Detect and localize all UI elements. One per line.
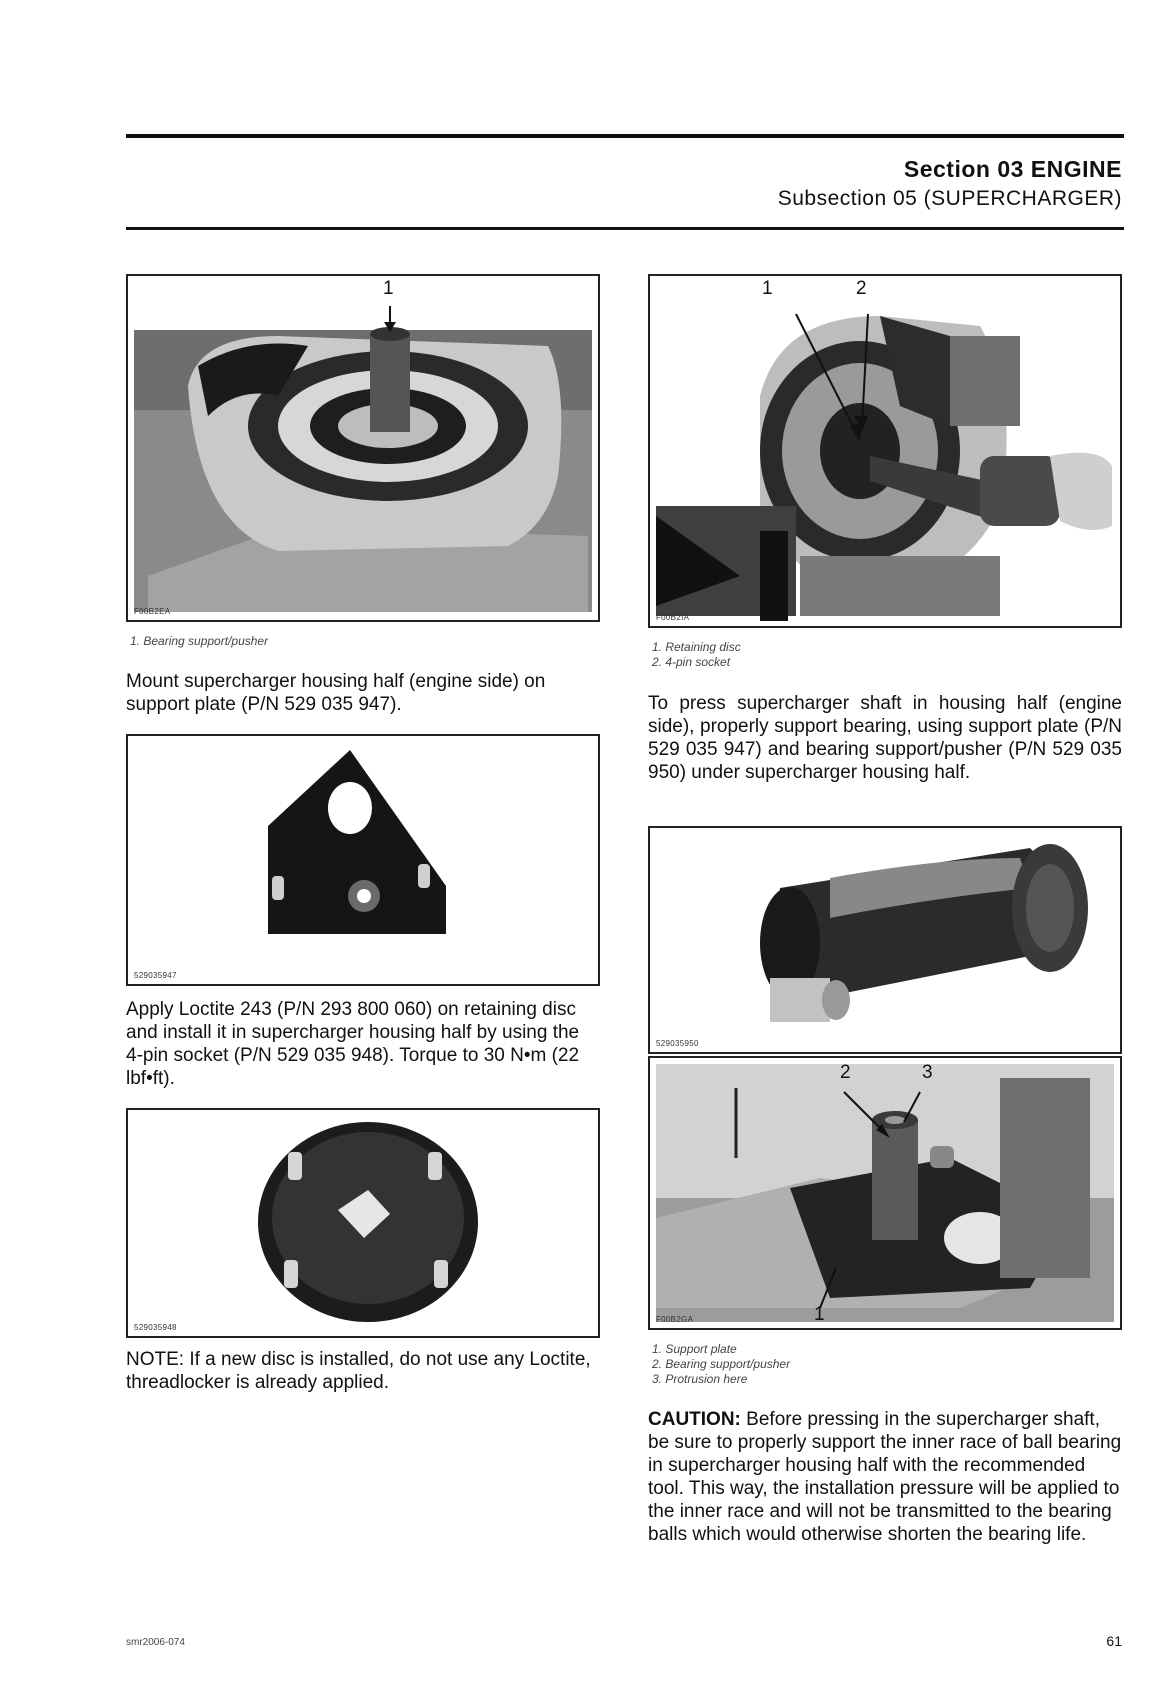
header-top-rule	[126, 134, 1124, 138]
retaining-disc-photo	[650, 276, 1120, 626]
caution-body: Before pressing in the supercharger shaft, be sure to properly support the inner race of ball bearing in supercharger housing half with the recommended tool. This way, the installation pressure will be applied to the inner race and will not be transmitted to the bearing balls which would otherwise shorten the bearing life.	[648, 1409, 1122, 1545]
caution-label: CAUTION:	[648, 1409, 741, 1430]
figure-code: 529035950	[656, 1039, 699, 1048]
callout-2: 2	[856, 278, 867, 299]
caption-item: 1. Support plate	[652, 1342, 737, 1356]
callout-1: 1	[383, 278, 394, 299]
four-pin-socket-photo	[128, 1110, 598, 1336]
figure-retaining-disc	[648, 274, 1122, 628]
caption-bearing-support	[130, 634, 268, 649]
caption-press-setup	[652, 1342, 790, 1387]
figure-code: F00B2IA	[656, 613, 690, 622]
figure-code: F00B2GA	[656, 1315, 694, 1324]
caution-paragraph	[648, 1408, 1122, 1546]
paragraph-mount: Mount supercharger housing half (engine side) on support plate (P/N 529 035 947).	[126, 671, 546, 715]
pusher-tool-photo	[650, 828, 1120, 1052]
caption-item: 1. Bearing support/pusher	[130, 634, 269, 648]
callout-1: 1	[762, 278, 773, 299]
page-header	[778, 156, 1122, 211]
subsection-title: Subsection 05 (SUPERCHARGER)	[777, 187, 1122, 210]
caption-retaining-disc	[652, 640, 741, 670]
callout-3: 3	[922, 1062, 933, 1083]
caption-item: 2. Bearing support/pusher	[652, 1357, 791, 1371]
figure-press-setup	[648, 1056, 1122, 1330]
caption-item: 3. Protrusion here	[652, 1372, 748, 1386]
callout-2: 2	[840, 1062, 851, 1083]
header-bottom-rule	[126, 227, 1124, 230]
note-body: If a new disc is installed, do not use any Loctite, threadlocker is already applied.	[126, 1349, 591, 1393]
note-paragraph	[126, 1348, 600, 1394]
figure-pusher-tool	[648, 826, 1122, 1054]
footer-doc-code: smr2006-074	[126, 1637, 185, 1648]
figure-code: F00B2EA	[134, 607, 171, 616]
page-number: 61	[1106, 1633, 1122, 1649]
figure-code: 529035948	[134, 1323, 177, 1332]
figure-code: 529035947	[134, 971, 177, 980]
section-title: Section 03 ENGINE	[903, 156, 1122, 182]
figure-bearing-support	[126, 274, 600, 622]
press-setup-photo	[650, 1058, 1120, 1328]
note-label: NOTE:	[126, 1349, 185, 1370]
paragraph-press: To press supercharger shaft in housing half (engine side), properly support bearing, using support plate (P/N 529 035 947) and bearing support/pusher (P/N 529 035 950) under supercharger housing half.	[648, 693, 1122, 783]
callout-1: 1	[814, 1304, 825, 1325]
figure-four-pin-socket	[126, 1108, 600, 1338]
bearing-support-photo	[128, 276, 598, 620]
caption-item: 1. Retaining disc	[652, 640, 741, 654]
support-plate-photo	[128, 736, 598, 984]
caption-item: 2. 4-pin socket	[652, 655, 731, 669]
figure-support-plate	[126, 734, 600, 986]
paragraph-apply: Apply Loctite 243 (P/N 293 800 060) on retaining disc and install it in supercharger housing half by using the 4-pin socket (P/N 529 035 948). Torque to 30 N•m (22 lbf•ft).	[126, 999, 580, 1089]
